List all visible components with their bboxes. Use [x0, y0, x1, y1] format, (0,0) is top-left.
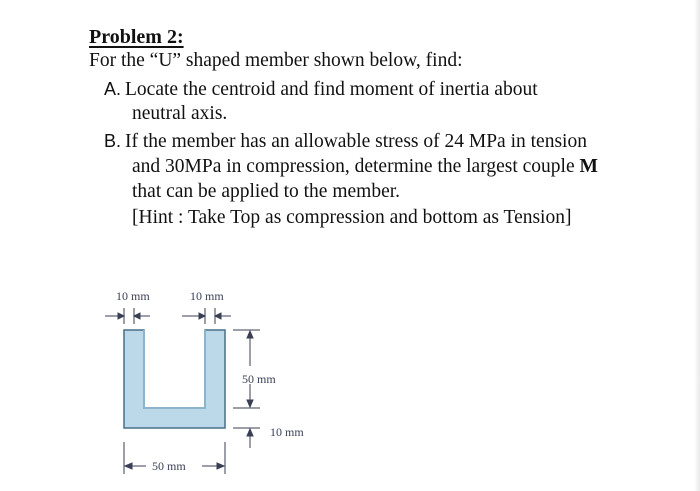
part-b-text-2: and 30MPa in compression, determine the largest couple: [132, 156, 580, 177]
dim-height-label: 50 mm: [242, 372, 276, 386]
part-a-line-2: neutral axis.: [132, 103, 228, 124]
u-shape-figure: [100, 282, 330, 482]
dim-left-thickness-arrows: [105, 308, 150, 324]
u-shape-section: [124, 330, 225, 428]
dim-bottom-thickness-label: 10 mm: [270, 425, 304, 439]
part-b-text-1: If the member has an allowable stress of 24 MPa in tension: [125, 131, 587, 152]
dim-right-thickness-label: 10 mm: [190, 289, 224, 303]
part-a-marker: A.: [104, 79, 122, 99]
dim-left-thickness-label: 10 mm: [116, 289, 150, 303]
couple-symbol-m: M: [579, 156, 598, 177]
part-a-text-1: Locate the centroid and find moment of inertia about: [125, 79, 538, 100]
problem-title: Problem 2:: [89, 26, 184, 48]
part-b-line-3: that can be applied to the member.: [132, 181, 401, 202]
part-b-line-1: [104, 129, 587, 154]
problem-intro: For the “U” shaped member shown below, find:: [89, 50, 463, 71]
dim-width-label: 50 mm: [152, 459, 186, 473]
part-a-line-1: [104, 77, 538, 102]
dim-height-arrow: [233, 330, 260, 408]
u-shape-inner-shade: [144, 330, 205, 408]
page-edge-shadow: [694, 0, 700, 491]
part-b-hint: [Hint : Take Top as compression and bottom as Tension]: [132, 207, 572, 228]
dim-bottom-thickness-arrows: [233, 388, 260, 448]
part-b-marker: B.: [104, 131, 122, 151]
dim-right-thickness-arrows: [182, 308, 231, 324]
part-b-line-2: [132, 155, 598, 179]
